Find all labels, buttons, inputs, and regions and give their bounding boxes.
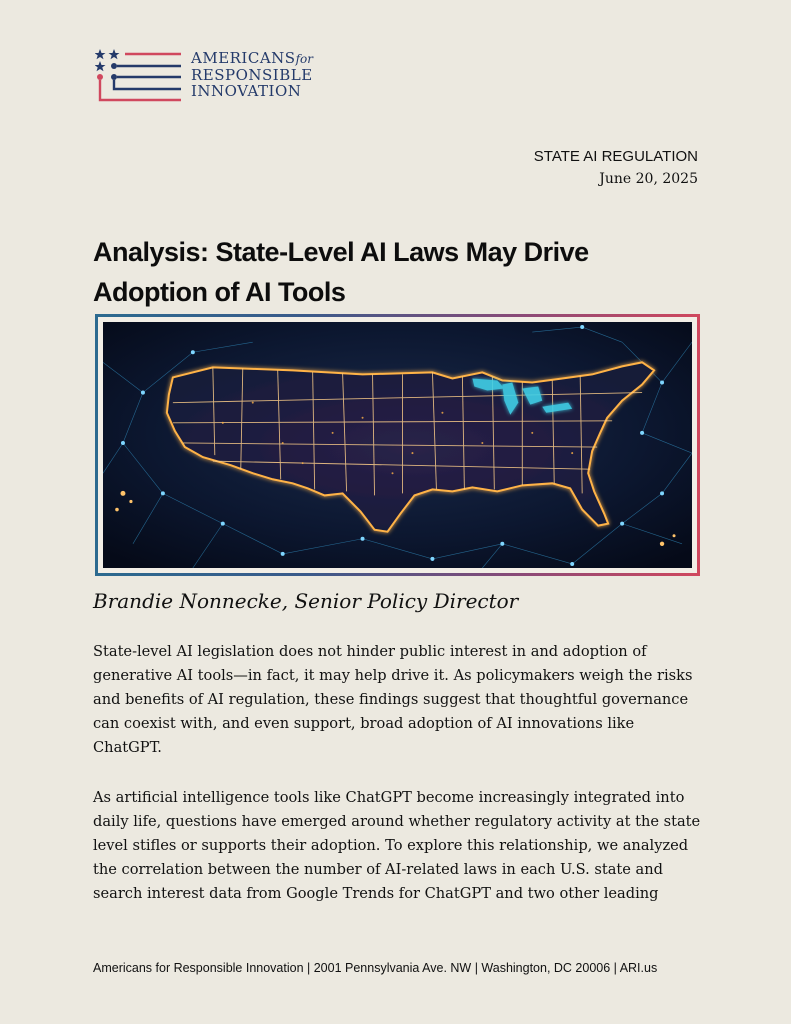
org-name-line3: INNOVATION (191, 82, 302, 100)
article-paragraph-2: As artificial intelligence tools like ChatGPT become increasingly integrated into daily life, questions have emerged around whether regulatory activity at the state level stifles or supports their adoption. To explore this relationship, we analyzed the correlation between the number of AI-related laws in each U.S. state and search interest data from Google Trends for ChatGPT and two other leading (93, 789, 701, 902)
article-paragraph-1: State-level AI legislation does not hinder public interest in and adoption of generative AI tools—in fact, it may help drive it. As policymakers weigh the risks and benefits of AI regulation, these findings suggest that thoughtful governance can coexist with, and even support, broad adoption of AI innovations like ChatGPT. (93, 643, 693, 756)
stars-stripes-logo-icon (95, 48, 185, 104)
org-name-line2: RESPONSIBLE (191, 66, 313, 84)
hero-image-frame (95, 314, 700, 576)
org-logo (95, 48, 335, 104)
org-name (191, 50, 313, 99)
org-name-for: for (295, 52, 313, 66)
page-footer: Americans for Responsible Innovation | 2001 Pennsylvania Ave. NW | Washington, DC 20006 | ARI.us (93, 961, 658, 975)
article-category: STATE AI REGULATION (533, 148, 698, 165)
org-name-line1: AMERICANS (191, 49, 296, 67)
us-map-network-image (103, 322, 692, 568)
article-date: June 20, 2025 (599, 171, 698, 187)
article-byline: Brandie Nonnecke, Senior Policy Director (93, 589, 519, 613)
article-title: Analysis: State-Level AI Laws May Drive Adoption of AI Tools (93, 237, 589, 307)
